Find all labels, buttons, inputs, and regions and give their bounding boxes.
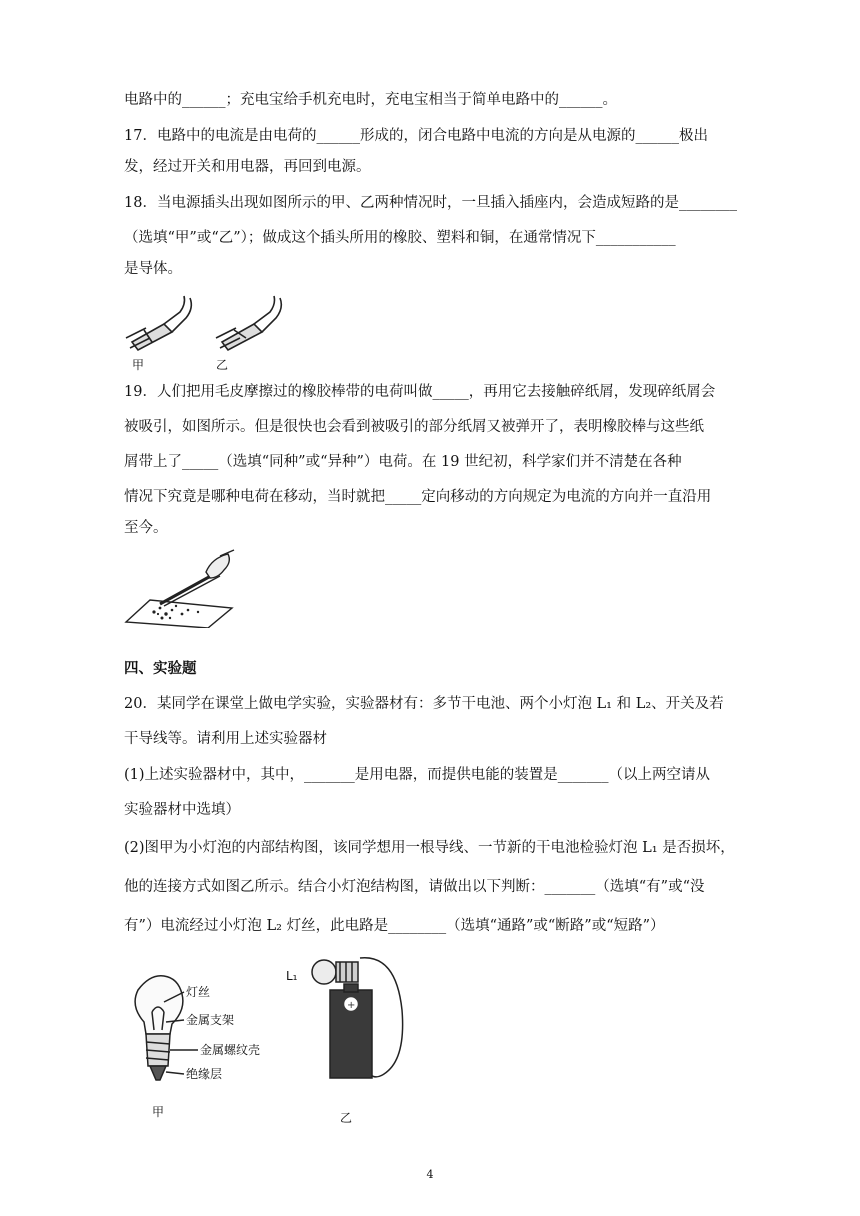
svg-text:+: +	[347, 1000, 356, 1011]
question-18: 18．当电源插头出现如图所示的甲、乙两种情况时，一旦插入插座内，会造成短路的是________	[124, 195, 737, 211]
text-line-06: 是导体。	[124, 261, 182, 277]
plug-label-a: 甲	[132, 358, 145, 372]
paper-sheet	[126, 600, 232, 628]
paper-scraps	[152, 605, 199, 620]
bulb-structure-figure	[124, 972, 294, 1122]
glass-bulb	[135, 976, 183, 1034]
subquestion-2: (2)图甲为小灯泡的内部结构图，该同学想用一根导线、一节新的干电池检验灯泡 L₁ 是否损坏，	[124, 840, 735, 856]
text-line-01: 电路中的______；充电宝给手机充电时，充电宝相当于简单电路中的______。	[124, 92, 617, 108]
plug-figure	[124, 290, 284, 372]
text-line-03: 发，经过开关和用电器，再回到电源。	[124, 159, 371, 175]
question-20: 20．某同学在课堂上做电学实验，实验器材有：多节干电池、两个小灯泡 L₁ 和 L₂、开关及若	[124, 696, 724, 712]
text-line-16: 实验器材中选填）	[124, 802, 240, 818]
bulb-label-insulator: 绝缘层	[186, 1067, 223, 1081]
text-line-18: 他的连接方式如图乙所示。结合小灯泡结构图，请做出以下判断：_______（选填“有”或“没	[124, 879, 705, 895]
bulb-l1	[312, 960, 336, 984]
text-line-11: 至今。	[124, 520, 168, 536]
plug-label-b: 乙	[216, 358, 229, 372]
battery-label-l1: L₁	[286, 969, 298, 983]
question-19: 19．人们把用毛皮摩擦过的橡胶棒带的电荷叫做_____，再用它去接触碎纸屑，发现碎纸屑会	[124, 384, 716, 400]
rod-paper-figure	[124, 548, 236, 628]
page-number: 4	[426, 1168, 434, 1181]
text-line-19: 有”）电流经过小灯泡 L₂ 灯丝，此电路是________（选填“通路”或“断路”或“短路”）	[124, 918, 665, 934]
bulb-label-filament: 灯丝	[186, 985, 211, 999]
plug-a-drawing	[126, 296, 191, 350]
rod-edge	[164, 576, 220, 606]
text-line-10: 情况下究竟是哪种电荷在移动，当时就把_____定向移动的方向规定为电流的方向并一直沿用	[124, 489, 712, 505]
text-line-09: 屑带上了_____（选填“同种”或“异种”）电荷。在 19 世纪初，科学家们并不清楚在各种	[124, 454, 682, 470]
plug-b-drawing	[216, 296, 281, 350]
bulb-label-shell: 金属螺纹壳	[200, 1043, 261, 1057]
bulb-label-bracket: 金属支架	[186, 1013, 235, 1027]
insulator	[150, 1066, 166, 1080]
section-heading: 四、实验题	[124, 660, 197, 677]
hand	[206, 554, 229, 578]
text-line-05: （选填“甲”或“乙”）；做成这个插头所用的橡胶、塑料和铜，在通常情况下___________	[124, 230, 676, 246]
text-line-14: 干导线等。请利用上述实验器材	[124, 731, 327, 747]
question-17: 17．电路中的电流是由电荷的______形成的，闭合电路中电流的方向是从电源的______极出	[124, 128, 708, 144]
leader-insulator	[166, 1072, 184, 1074]
bulb-label-a: 甲	[152, 1105, 165, 1119]
battery-circuit-figure	[280, 950, 430, 1130]
battery-label-b: 乙	[340, 1111, 353, 1125]
subquestion-1: (1)上述实验器材中，其中，_______是用电器，而提供电能的装置是_______（以上两空请从	[124, 767, 711, 783]
text-line-08: 被吸引，如图所示。但是很快也会看到被吸引的部分纸屑又被弹开了，表明橡胶棒与这些纸	[124, 419, 704, 435]
